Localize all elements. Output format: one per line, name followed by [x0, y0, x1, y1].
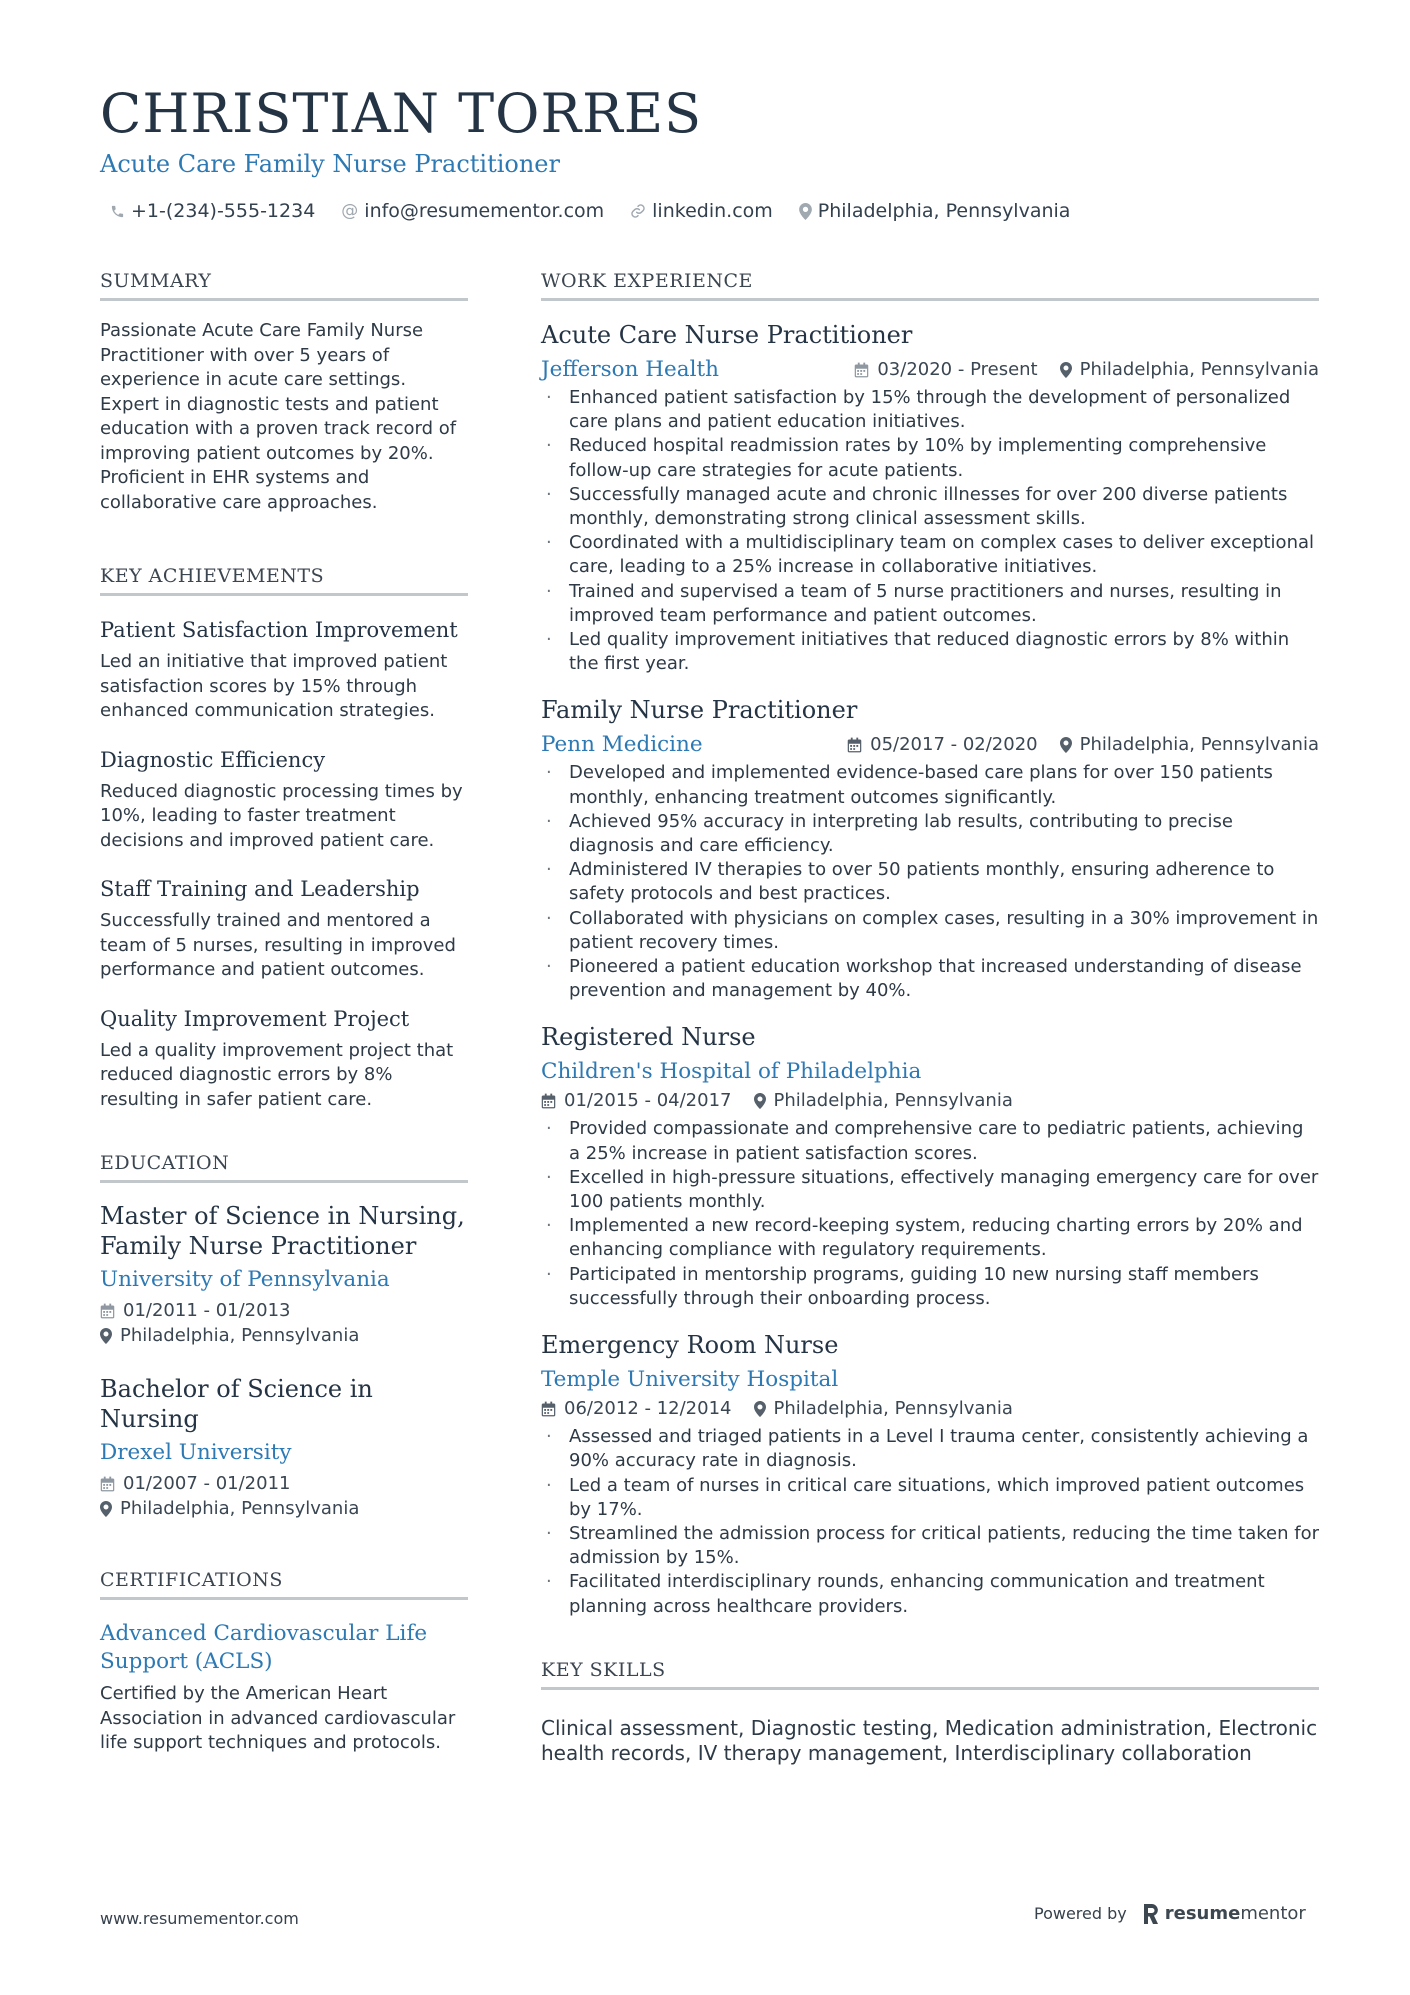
job-bullet: · Pioneered a patient education workshop that increased understanding of disease prevention and management by 40%.	[541, 955, 1319, 1003]
right-column	[541, 270, 1319, 1767]
contact-linkedin[interactable]	[630, 200, 773, 222]
job-location-text: Philadelphia, Pennsylvania	[1079, 359, 1319, 380]
experience-section	[541, 270, 1319, 1619]
achievement-item	[100, 616, 468, 724]
location-pin-icon	[754, 1093, 766, 1109]
education-degree: Bachelor of Science in Nursing	[100, 1375, 373, 1433]
job-company: Penn Medicine	[541, 732, 703, 758]
job-bullet: · Provided compassionate and comprehensive care to pediatric patients, achieving a 25% increase in patient satisfaction scores.	[541, 1117, 1319, 1165]
job-dates-text: 01/2015 - 04/2017	[564, 1090, 732, 1112]
job-title: Registered Nurse	[541, 1023, 756, 1052]
calendar-icon	[100, 1476, 115, 1492]
summary-section	[100, 270, 468, 515]
job-bullet: · Facilitated interdisciplinary rounds, enhancing communication and treatment planning across healthcare providers.	[541, 1570, 1319, 1618]
job-bullets	[541, 1425, 1319, 1619]
job-location-text: Philadelphia, Pennsylvania	[773, 1090, 1013, 1112]
education-location-text: Philadelphia, Pennsylvania	[120, 1325, 360, 1346]
education-section	[100, 1152, 468, 1521]
skills-section	[541, 1659, 1319, 1767]
footer-branding	[1034, 1903, 1306, 1924]
job-bullet: · Streamlined the admission process for critical patients, reducing the time taken for admission by 15%.	[541, 1522, 1319, 1570]
job-location	[1060, 732, 1319, 757]
linkedin-text: linkedin.com	[652, 200, 773, 222]
education-location	[100, 1323, 468, 1348]
job-bullet: · Led a team of nurses in critical care situations, which improved patient outcomes by 17%.	[541, 1474, 1319, 1522]
education-heading: EDUCATION	[100, 1152, 468, 1183]
phone-text: +1-(234)-555-1234	[131, 200, 316, 222]
education-dates	[100, 1298, 468, 1323]
contact-bar	[110, 200, 1070, 222]
calendar-icon	[847, 737, 862, 753]
job-bullet: · Successfully managed acute and chronic illnesses for over 200 diverse patients monthly, demonstrating strong clinical assessment skills.	[541, 483, 1319, 531]
location-pin-icon	[754, 1401, 766, 1417]
calendar-icon	[100, 1303, 115, 1319]
calendar-icon	[541, 1401, 556, 1417]
job-bullets	[541, 761, 1319, 1003]
link-icon	[630, 203, 646, 219]
job-dates	[541, 1088, 732, 1113]
job-dates-text: 05/2017 - 02/2020	[870, 734, 1038, 756]
candidate-name: CHRISTIAN TORRES	[100, 82, 703, 145]
achievement-text: Led a quality improvement project that reduced diagnostic errors by 8% resulting in safer patient care.	[100, 1039, 454, 1110]
job-bullet: · Excelled in high-pressure situations, effectively managing emergency care for over 100 patients monthly.	[541, 1166, 1319, 1214]
job-bullet: · Participated in mentorship programs, guiding 10 new nursing staff members successfully through their onboarding process.	[541, 1263, 1319, 1311]
calendar-icon	[854, 362, 869, 378]
location-pin-icon	[100, 1328, 112, 1344]
contact-phone[interactable]	[110, 200, 315, 222]
achievements-heading: KEY ACHIEVEMENTS	[100, 565, 468, 596]
education-dates-text: 01/2011 - 01/2013	[123, 1300, 291, 1321]
location-text: Philadelphia, Pennsylvania	[817, 200, 1071, 222]
job-info-row	[541, 1088, 1319, 1113]
education-school: Drexel University	[100, 1440, 292, 1465]
contact-email[interactable]	[341, 200, 604, 222]
education-school: University of Pennsylvania	[100, 1267, 390, 1292]
achievements-section	[100, 565, 468, 1112]
email-text: info@resumementor.com	[364, 200, 605, 222]
achievement-text: Successfully trained and mentored a team of 5 nurses, resulting in improved performance and patient outcomes.	[100, 910, 456, 980]
education-dates	[100, 1471, 468, 1496]
job-info-row	[541, 1396, 1319, 1421]
job-location	[754, 1396, 1013, 1421]
job-title: Emergency Room Nurse	[541, 1331, 839, 1360]
resumementor-logo-icon	[1141, 1904, 1159, 1924]
job-location	[754, 1088, 1013, 1113]
job-bullet: · Assessed and triaged patients in a Level I trauma center, consistently achieving a 90% accuracy rate in diagnosis.	[541, 1425, 1319, 1473]
job-bullet: · Coordinated with a multidisciplinary team on complex cases to deliver exceptional care, leading to a 25% increase in collaborative initiatives.	[541, 531, 1319, 579]
brand-logo[interactable]	[1141, 1903, 1306, 1924]
job-info-row	[541, 357, 1319, 382]
job-bullet: · Implemented a new record-keeping system, reducing charting errors by 20% and enhancing compliance with regulatory requirements.	[541, 1214, 1319, 1262]
brand-light-text: mentor	[1240, 1903, 1306, 1924]
achievement-title: Diagnostic Efficiency	[100, 747, 326, 772]
certifications-section	[100, 1569, 468, 1756]
location-pin-icon	[100, 1501, 112, 1517]
job-bullet: · Collaborated with physicians on complex cases, resulting in a 30% improvement in patient recovery times.	[541, 907, 1319, 955]
job-bullet: · Reduced hospital readmission rates by 10% by implementing comprehensive follow-up care strategies for acute patients.	[541, 434, 1319, 482]
job-dates	[847, 732, 1038, 757]
achievement-item	[100, 1005, 468, 1113]
education-item	[100, 1374, 468, 1521]
job-company: Children's Hospital of Philadelphia	[541, 1059, 922, 1085]
achievement-text: Reduced diagnostic processing times by 10%, leading to faster treatment decisions and improved patient care.	[100, 780, 463, 851]
job-bullet: · Achieved 95% accuracy in interpreting lab results, contributing to precise diagnosis and care efficiency.	[541, 810, 1319, 858]
brand-bold-text: resume	[1164, 1903, 1241, 1924]
job-bullet: · Developed and implemented evidence-based care plans for over 150 patients monthly, enhancing treatment outcomes significantly.	[541, 761, 1319, 809]
achievement-title: Staff Training and Leadership	[100, 877, 420, 901]
achievement-item	[100, 875, 468, 983]
summary-text: Passionate Acute Care Family Nurse Practitioner with over 5 years of experience in acute care settings. Expert in diagnostic tests and patient education with a proven track record of improving patient outcomes by 20%. Proficient in EHR systems and collaborative care approaches.	[100, 320, 457, 513]
job-location	[1060, 357, 1319, 382]
footer-website[interactable]: www.resumementor.com	[100, 1909, 299, 1928]
calendar-icon	[541, 1093, 556, 1109]
job-location-text: Philadelphia, Pennsylvania	[1079, 734, 1319, 756]
job-bullet: · Led quality improvement initiatives that reduced diagnostic errors by 8% within the first year.	[541, 628, 1319, 676]
education-degree: Master of Science in Nursing, Family Nurse Practitioner	[100, 1202, 465, 1260]
certification-title: Advanced Cardiovascular Life Support (ACLS)	[100, 1621, 428, 1674]
certifications-heading: CERTIFICATIONS	[100, 1569, 468, 1600]
skills-text: Clinical assessment, Diagnostic testing, Medication administration, Electronic health records, IV therapy management, Interdisciplinary collaboration	[541, 1715, 1318, 1766]
job-info-row	[541, 732, 1319, 757]
job-company: Temple University Hospital	[541, 1367, 839, 1393]
job-dates	[541, 1396, 732, 1421]
achievement-text: Led an initiative that improved patient satisfaction scores by 15% through enhanced communication strategies.	[100, 651, 448, 721]
at-icon: @	[341, 201, 359, 221]
contact-location	[799, 200, 1071, 222]
job-title: Family Nurse Practitioner	[541, 696, 858, 725]
job-item	[541, 696, 1319, 1003]
certification-text: Certified by the American Heart Association in advanced cardiovascular life support techniques and protocols.	[100, 1683, 456, 1753]
education-dates-text: 01/2007 - 01/2011	[123, 1473, 291, 1494]
left-column	[100, 270, 468, 1756]
job-item	[541, 1023, 1319, 1311]
achievement-item	[100, 746, 468, 854]
job-dates-text: 03/2020 - Present	[877, 359, 1038, 380]
job-dates-text: 06/2012 - 12/2014	[564, 1398, 732, 1420]
job-bullet: · Trained and supervised a team of 5 nurse practitioners and nurses, resulting in improved team performance and patient outcomes.	[541, 580, 1319, 628]
education-location-text: Philadelphia, Pennsylvania	[120, 1498, 360, 1519]
candidate-title: Acute Care Family Nurse Practitioner	[100, 150, 560, 178]
job-bullets	[541, 1117, 1319, 1311]
job-item	[541, 321, 1319, 676]
education-location	[100, 1496, 468, 1521]
skills-heading: KEY SKILLS	[541, 1659, 1319, 1690]
job-title: Acute Care Nurse Practitioner	[541, 321, 913, 349]
job-bullets	[541, 386, 1319, 676]
job-item	[541, 1331, 1319, 1619]
certification-item	[100, 1620, 468, 1756]
achievement-title: Quality Improvement Project	[100, 1006, 410, 1031]
achievement-title: Patient Satisfaction Improvement	[100, 618, 458, 642]
location-pin-icon	[799, 203, 812, 220]
job-bullet: · Enhanced patient satisfaction by 15% through the development of personalized care plans and patient education initiatives.	[541, 386, 1319, 434]
location-pin-icon	[1060, 362, 1072, 378]
experience-heading: WORK EXPERIENCE	[541, 270, 1319, 301]
job-bullet: · Administered IV therapies to over 50 patients monthly, ensuring adherence to safety protocols and best practices.	[541, 858, 1319, 906]
powered-by-text: Powered by	[1034, 1904, 1127, 1923]
summary-heading: SUMMARY	[100, 270, 468, 301]
phone-icon	[110, 204, 125, 219]
job-company: Jefferson Health	[541, 357, 719, 382]
location-pin-icon	[1060, 737, 1072, 753]
job-dates	[854, 357, 1037, 382]
education-item	[100, 1201, 468, 1348]
job-location-text: Philadelphia, Pennsylvania	[773, 1398, 1013, 1420]
